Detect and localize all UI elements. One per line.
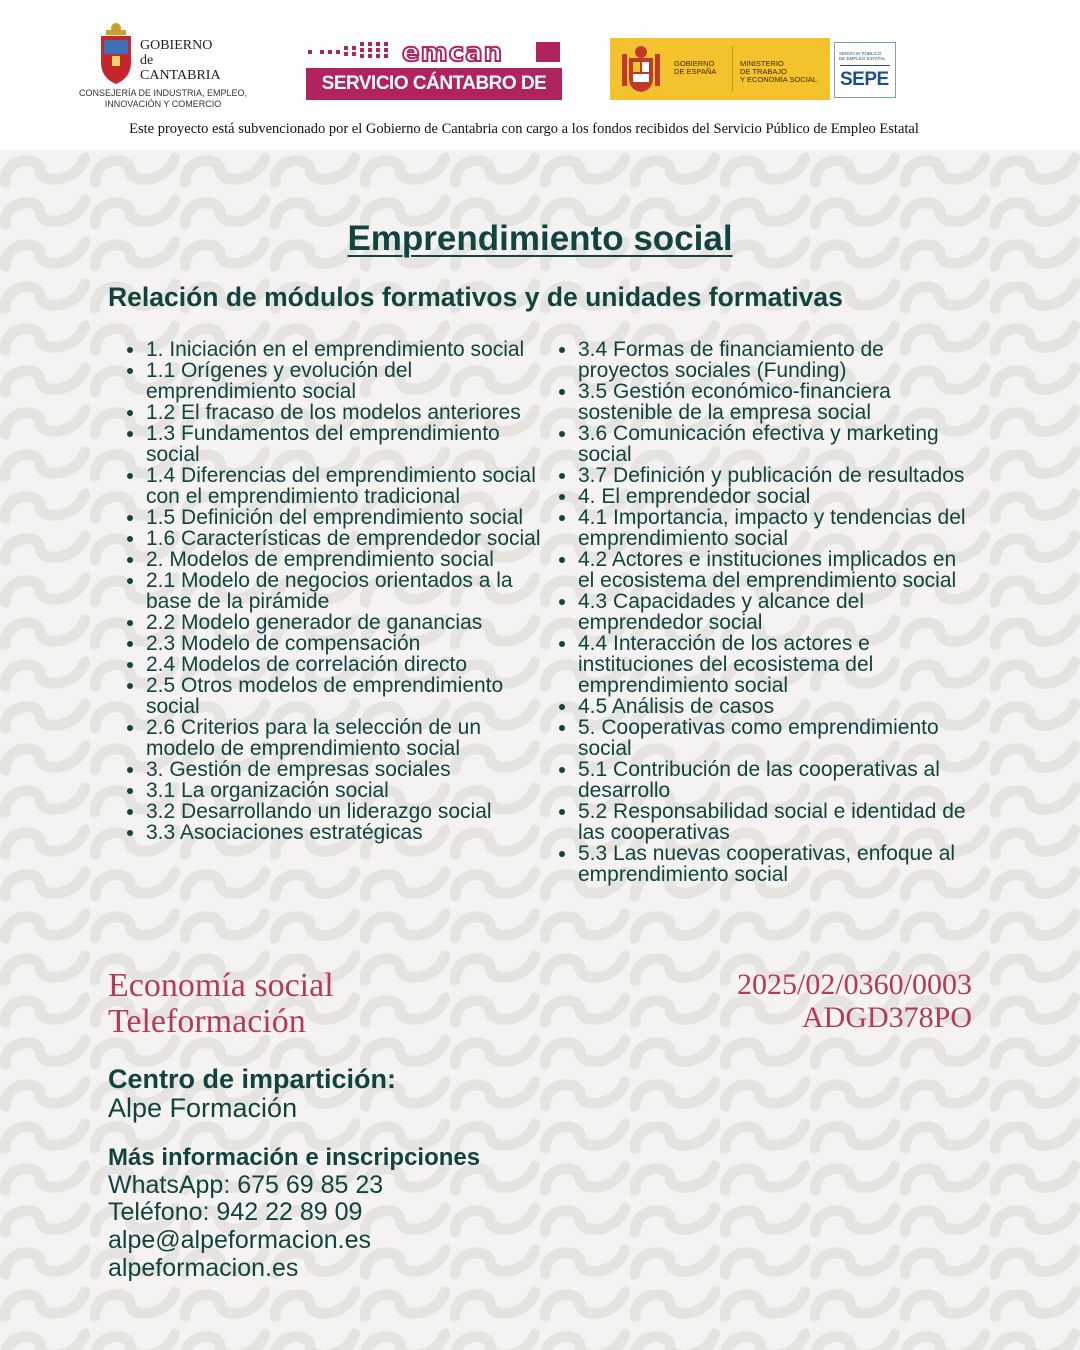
module-item: • 5. Cooperativas como emprendimiento social: [578, 717, 978, 759]
spain-crest-icon: [620, 44, 662, 94]
sepe-small-line2: DE EMPLEO ESTATAL: [839, 56, 886, 61]
module-item: • 3.7 Definición y publicación de resultados: [578, 465, 978, 486]
gobierno-espana-logo: [610, 38, 830, 100]
whatsapp-contact[interactable]: WhatsApp: 675 69 85 23: [108, 1171, 384, 1199]
course-area-block: [108, 968, 334, 1040]
module-item: • 2.4 Modelos de correlación directo: [146, 654, 546, 675]
cantabria-crest-icon: [98, 22, 134, 86]
gobierno-espana-line1: GOBIERNO: [674, 59, 715, 68]
module-item: • 3.2 Desarrollando un liderazgo social: [146, 801, 546, 822]
module-item: • 1. Iniciación en el emprendimiento social: [146, 339, 546, 360]
module-item: • 5.1 Contribución de las cooperativas al desarrollo: [578, 759, 978, 801]
module-item: • 2.5 Otros modelos de emprendimiento social: [146, 675, 546, 717]
module-item: • 1.5 Definición del emprendimiento social: [146, 507, 546, 528]
modules-list-left: [108, 339, 546, 843]
ministerio-line1: MINISTERIO: [740, 59, 784, 68]
centro-name: Alpe Formación: [108, 1093, 298, 1123]
module-item: • 3.1 La organización social: [146, 780, 546, 801]
module-item: • 4. El emprendedor social: [578, 486, 978, 507]
module-item: • 1.4 Diferencias del emprendimiento social con el emprendimiento tradicional: [146, 465, 546, 507]
sepe-subtitle: [839, 51, 891, 61]
phone-contact[interactable]: Teléfono: 942 22 89 09: [108, 1198, 363, 1226]
gobierno-line3: CANTABRIA: [140, 68, 221, 83]
module-item: • 1.1 Orígenes y evolución del emprendimiento social: [146, 360, 546, 402]
ministerio-line3: Y ECONOMÍA SOCIAL: [740, 75, 817, 84]
sepe-logo: [834, 42, 896, 98]
module-item: • 1.2 El fracaso de los modelos anteriores: [146, 402, 546, 423]
course-title: Emprendimiento social: [347, 219, 733, 258]
module-item: • 4.1 Importancia, impacto y tendencias del emprendimiento social: [578, 507, 978, 549]
module-item: • 2.2 Modelo generador de ganancias: [146, 612, 546, 633]
modules-heading: Relación de módulos formativos y de unidades formativas: [108, 282, 843, 312]
emcan-wordmark: emcan: [402, 38, 504, 68]
emcan-logo: [306, 38, 562, 126]
module-item: • 5.2 Responsabilidad social e identidad de las cooperativas: [578, 801, 978, 843]
module-item: • 2. Modelos de emprendimiento social: [146, 549, 546, 570]
module-item: • 1.3 Fundamentos del emprendimiento social: [146, 423, 546, 465]
gobierno-espana-text: [674, 60, 716, 76]
consejeria-line2: INNOVACIÓN Y COMERCIO: [104, 99, 222, 109]
gobierno-line1: GOBIERNO: [140, 38, 213, 53]
gobierno-espana-line2: DE ESPAÑA: [674, 67, 717, 76]
header-logos: [0, 0, 1080, 150]
sepe-wordmark: SEPE: [840, 69, 889, 90]
module-item: • 3.6 Comunicación efectiva y marketing social: [578, 423, 978, 465]
module-item: • 1.6 Características de emprendedor social: [146, 528, 546, 549]
consejeria-text: [68, 88, 258, 110]
subsidy-notice: Este proyecto está subvencionado por el Gobierno de Cantabria con cargo a los fondos recibidos del Servicio Público de Empleo Estatal: [129, 121, 919, 137]
logo-divider: [732, 46, 733, 92]
module-item: • 3.5 Gestión económico-financiera sostenible de la empresa social: [578, 381, 978, 423]
module-item: • 3.3 Asociaciones estratégicas: [146, 822, 546, 843]
course-codes-block: [737, 968, 972, 1034]
sepe-divider: [840, 65, 890, 66]
course-code-expediente: 2025/02/0360/0003: [736, 968, 972, 1001]
course-area: Economía social: [108, 967, 334, 1004]
info-heading: Más información e inscripciones: [108, 1144, 481, 1171]
sepe-small-line1: SERVICIO PÚBLICO: [839, 51, 882, 56]
website-link[interactable]: alpeformacion.es: [108, 1254, 299, 1282]
ministerio-line2: DE TRABAJO: [740, 67, 787, 76]
consejeria-line1: CONSEJERÍA DE INDUSTRIA, EMPLEO,: [78, 88, 248, 98]
gobierno-cantabria-logo: [68, 22, 258, 114]
course-code-especialidad: ADGD378PO: [801, 1001, 972, 1034]
module-item: • 2.1 Modelo de negocios orientados a la base de la pirámide: [146, 570, 546, 612]
module-item: • 3. Gestión de empresas sociales: [146, 759, 546, 780]
gobierno-cantabria-text: [140, 38, 221, 83]
module-item: • 5.3 Las nuevas cooperativas, enfoque al emprendimiento social: [578, 843, 978, 885]
course-modality: Teleformación: [108, 1003, 306, 1040]
module-item: • 3.4 Formas de financiamiento de proyectos sociales (Funding): [578, 339, 978, 381]
module-item: • 4.2 Actores e instituciones implicados en el ecosistema del emprendimiento social: [578, 549, 978, 591]
emcan-bar-text: SERVICIO CÁNTABRO DE EMPLEO: [306, 68, 562, 100]
module-item: • 4.3 Capacidades y alcance del emprendedor social: [578, 591, 978, 633]
module-item: • 2.3 Modelo de compensación: [146, 633, 546, 654]
ministerio-text: [740, 60, 817, 84]
centro-label: Centro de impartición:: [108, 1064, 397, 1094]
module-item: • 4.4 Interacción de los actores e instituciones del ecosistema del emprendimiento social: [578, 633, 978, 696]
module-item: • 2.6 Criterios para la selección de un modelo de emprendimiento social: [146, 717, 546, 759]
gobierno-line2: de: [140, 53, 154, 68]
email-link[interactable]: alpe@alpeformacion.es: [108, 1226, 372, 1254]
modules-list-right: [540, 339, 978, 885]
module-item: • 4.5 Análisis de casos: [578, 696, 978, 717]
